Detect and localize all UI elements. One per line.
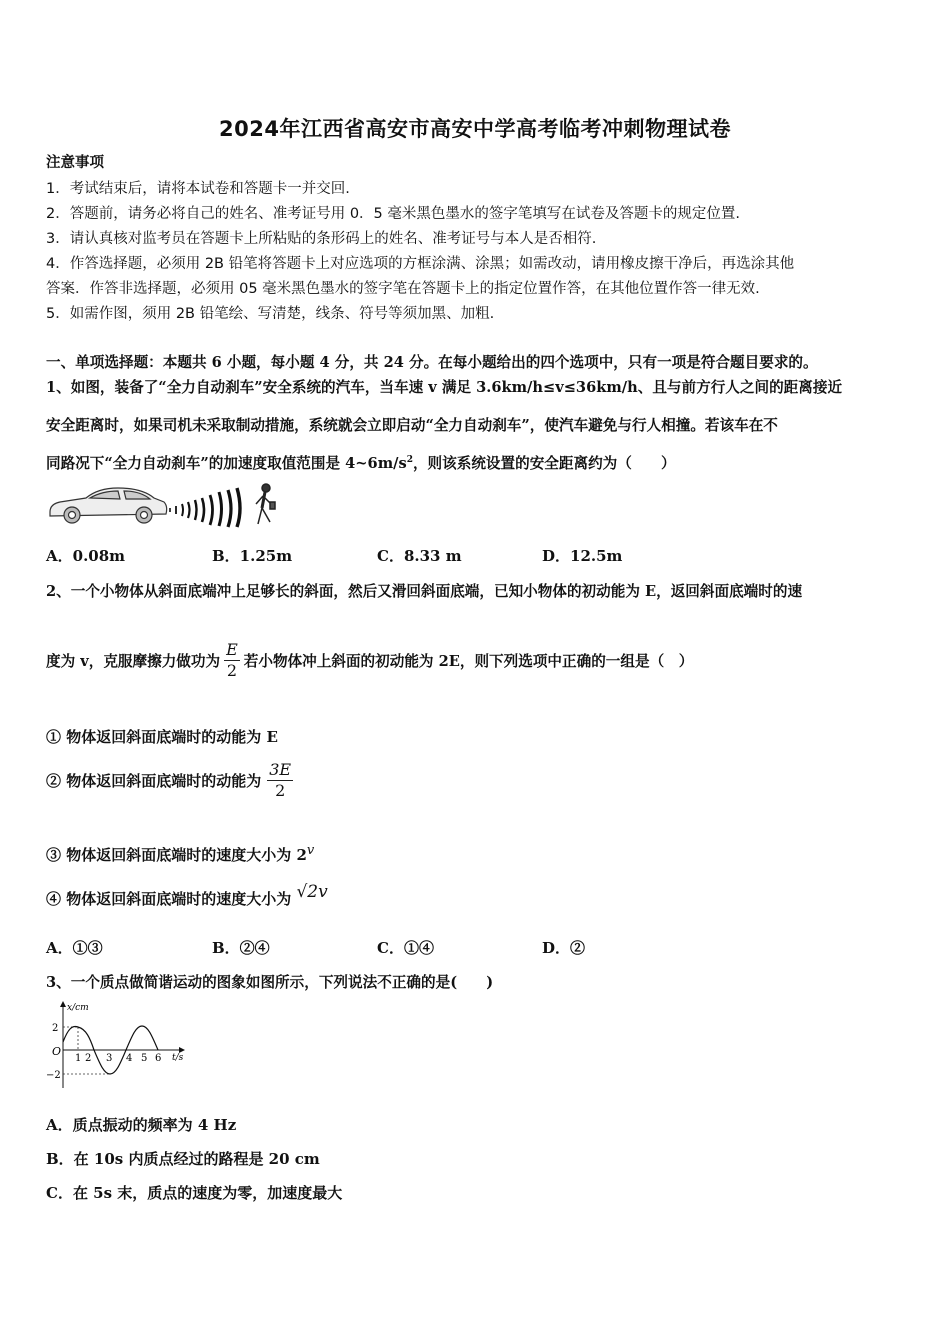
q2-sqrt-expression: √2v [296,882,328,902]
q1-option-c[interactable]: C．8.33 m [377,547,462,565]
q1-text-line1: 1、如图，装备了“全力自动刹车”安全系统的汽车，当车速 v 满足 3.6km/h≤v≤36km/h、且与前方行人之间的距离接近 [46,379,843,396]
q2-statement-4 [46,882,328,909]
graph-xtick: 4 [126,1053,133,1064]
q2-statement-3 [46,843,314,865]
q2-option-b[interactable]: B．②④ [212,939,270,957]
q2-fraction-num: 3E [269,760,292,779]
q2-text-line1: 2、一个小物体从斜面底端冲上足够长的斜面，然后又滑回斜面底端，已知小物体的初动能为 E，返回斜面底端时的速 [46,583,803,600]
q3-text-line1: 3、一个质点做简谐运动的图象如图所示，下列说法不正确的是( ) [46,974,494,991]
q3-option-c[interactable]: C．在 5s 末，质点的速度为零，加速度最大 [46,1184,343,1202]
q3-option-b[interactable]: B．在 10s 内质点经过的路程是 20 cm [46,1150,320,1168]
section-heading: 一、单项选择题：本题共 6 小题，每小题 4 分，共 24 分。在每小题给出的四个选项中，只有一项是符合题目要求的。 [46,354,818,371]
radar-waves-icon [170,488,240,527]
graph-origin: O [52,1045,62,1058]
notice-item: 2．答题前，请务必将自己的姓名、准考证号用 0．5 毫米黑色墨水的签字笔填写在试卷及答题卡的规定位置. [46,206,740,222]
notice-item: 5．如需作图，须用 2B 铅笔绘、写清楚，线条、符号等须加黑、加粗. [46,306,495,322]
pedestrian-icon [256,484,275,524]
exam-title: 2024年江西省高安市高安中学高考临考冲刺物理试卷 [219,117,731,141]
q1-text-line3 [46,452,676,473]
graph-xtick: 3 [106,1053,113,1064]
q2-fraction-e-over-2 [224,640,240,681]
graph-x-label: t/s [172,1053,184,1063]
q2-fraction-den: 2 [275,781,286,800]
q2-fraction-num: E [226,640,238,659]
q2-text-line2-b: 若小物体冲上斜面的初动能为 2E，则下列选项中正确的一组是（ ） [243,653,694,670]
car-pedestrian-illustration [46,482,282,528]
q2-text-line2-a: 度为 v，克服摩擦力做功为 [46,653,221,670]
q3-option-a[interactable]: A．质点振动的频率为 4 Hz [46,1116,237,1134]
notice-item: 1．考试结束后，请将本试卷和答题卡一并交回. [46,181,350,197]
q1-option-a[interactable]: A．0.08m [46,547,126,565]
graph-y-label: x/cm [67,1003,89,1013]
shm-graph [44,998,194,1092]
q1-text-line2: 安全距离时，如果司机未采取制动措施，系统就会立即启动“全力自动刹车”，使汽车避免与行人相撞。若该车在不 [46,417,778,434]
q2-statement-3-var: v [306,843,315,858]
graph-ytick: 2 [52,1023,59,1034]
q1-superscript: 2 [406,455,413,466]
notice-item: 答案．作答非选择题，必须用 05 毫米黑色墨水的签字笔在答题卡上的指定位置作答，在其他位置作答一律无效. [46,281,760,297]
graph-xtick: 6 [155,1053,162,1064]
notice-heading: 注意事项 [46,155,104,171]
graph-xtick: 5 [141,1053,148,1064]
q1-option-b[interactable]: B．1.25m [212,547,293,565]
notice-item: 4．作答选择题，必须用 2B 铅笔将答题卡上对应选项的方框涂满、涂黑；如需改动，请用橡皮擦干净后，再选涂其他 [46,256,795,272]
q2-option-d[interactable]: D．② [542,939,586,957]
q1-text-line3-b: ，则该系统设置的安全距离约为（ ） [412,455,676,472]
q1-option-d[interactable]: D．12.5m [542,547,623,565]
q2-statement-2 [46,760,293,801]
q2-fraction-den: 2 [226,661,238,680]
car-icon [50,488,167,523]
graph-ytick: −2 [46,1070,61,1081]
q2-option-a[interactable]: A．①③ [46,939,103,957]
graph-xtick: 2 [85,1053,92,1064]
q2-option-c[interactable]: C．①④ [377,939,434,957]
q2-text-line2 [46,640,693,681]
q2-fraction-3e-over-2 [267,760,293,801]
q1-text-line3-a: 同路况下“全力自动刹车”的加速度取值范围是 4~6m/s [46,455,407,472]
q2-statement-1: ① 物体返回斜面底端时的动能为 E [46,728,278,746]
q2-statement-3-text: ③ 物体返回斜面底端时的速度大小为 2 [46,846,307,864]
graph-xtick: 1 [75,1053,82,1064]
notice-item: 3．请认真核对监考员在答题卡上所粘贴的条形码上的姓名、准考证号与本人是否相符. [46,231,597,247]
q2-statement-4-text: ④ 物体返回斜面底端时的速度大小为 [46,890,292,908]
q2-statement-2-text: ② 物体返回斜面底端时的动能为 [46,772,262,790]
